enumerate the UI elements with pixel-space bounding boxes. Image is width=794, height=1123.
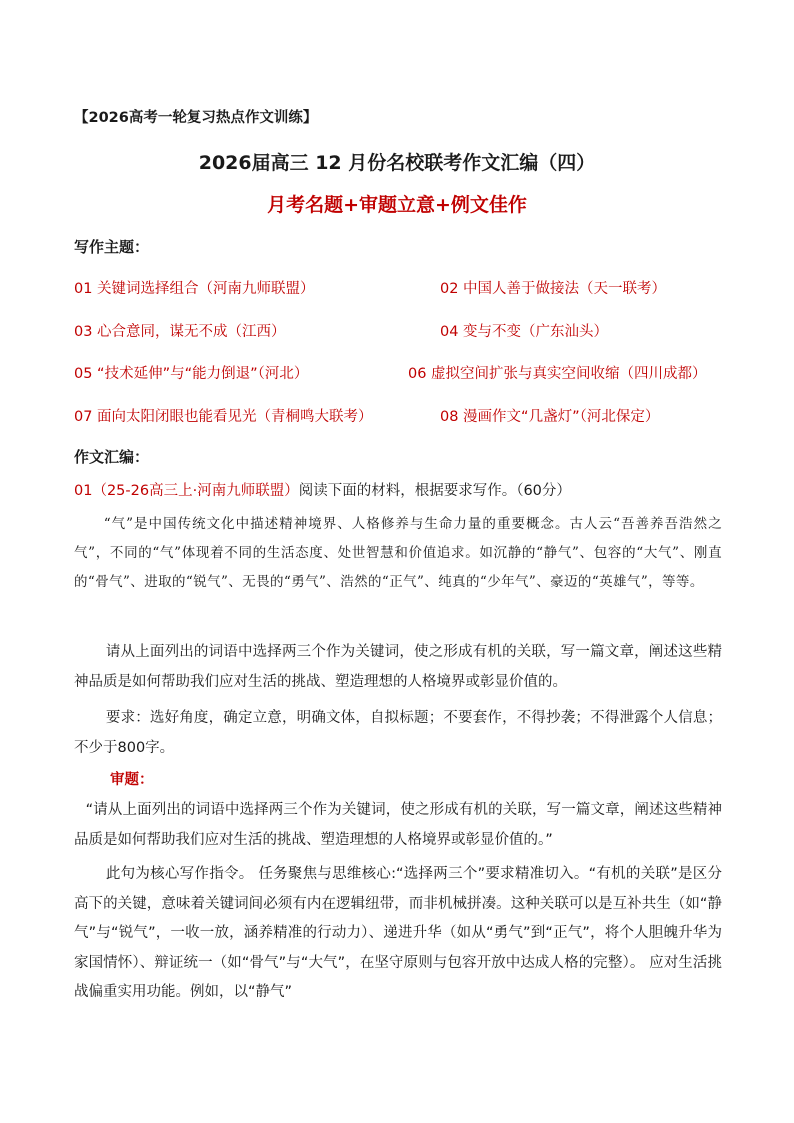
essays-heading: 作文汇编：: [74, 448, 150, 466]
item-instruction: 阅读下面的材料，根据要求写作。（60分）: [298, 483, 571, 499]
requirements-text: 要求：选好角度，确定立意，明确文体，自拟标题；不要套作，不得抄袭；不得泄露个人信息；不少于800字。: [74, 710, 722, 756]
topic-item: 06 虚拟空间扩张与真实空间收缩（四川成都）: [408, 366, 707, 382]
review-analysis: 此句为核心写作指令。 任务聚焦与思维核心:“选择两三个”要求精准切入。“有机的关联”是区分高下的关键，意味着关键词间必须有内在逻辑纽带，而非机械拼凑。这种关联可以是互补共生（如“静气”与“锐气”，一收一放，涵养精准的行动力）、递进升华（如从“勇气”到“正气”，将个人胆魄升华为家国情怀）、辩证统一（如“骨气”与“大气”，在坚守原则与包容开放中达成人格的完整）。 应对生活挑战偏重实用功能。例如，以“静气”: [74, 866, 722, 1000]
series-tag: 【2026高考一轮复习热点作文训练】: [74, 110, 318, 126]
review-label: 审题：: [110, 772, 154, 788]
topic-item: 08 漫画作文“几盏灯”（河北保定）: [440, 409, 660, 425]
review-quote: “请从上面列出的词语中选择两三个作为关键词，使之形成有机的关联，写一篇文章，阐述这些精神品质是如何帮助我们应对生活的挑战、塑造理想的人格境界或彰显价值的。”: [74, 802, 722, 848]
topics-heading: 写作主题：: [74, 238, 150, 256]
item-source: 01（25-26高三上·河南九师联盟）: [74, 483, 299, 499]
item-intro: [74, 476, 571, 506]
page-subtitle: 月考名题+审题立意+例文佳作: [267, 194, 527, 216]
topic-item: 05 “技术延伸”与“能力倒退”（河北）: [74, 366, 309, 382]
topic-item: 02 中国人善于做接法（天一联考）: [440, 281, 667, 297]
topic-item: 04 变与不变（广东汕头）: [440, 324, 609, 340]
topic-item: 01 关键词选择组合（河南九师联盟）: [74, 281, 315, 297]
task-text: 请从上面列出的词语中选择两三个作为关键词，使之形成有机的关联，写一篇文章，阐述这些精神品质是如何帮助我们应对生活的挑战、塑造理想的人格境界或彰显价值的。: [74, 644, 722, 690]
material-text: “气”是中国传统文化中描述精神境界、人格修养与生命力量的重要概念。古人云“吾善养吾浩然之气”，不同的“气”体现着不同的生活态度、处世智慧和价值追求。如沉静的“静气”、包容的“大气”、刚直的“骨气”、进取的“锐气”、无畏的“勇气”、浩然的“正气”、纯真的“少年气”、豪迈的“英雄气”，等等。: [74, 516, 722, 590]
topic-item: 07 面向太阳闭眼也能看见光（青桐鸣大联考）: [74, 409, 373, 425]
topic-item: 03 心合意同，谋无不成（江西）: [74, 324, 286, 340]
page-title: 2026届高三 12 月份名校联考作文汇编（四）: [198, 152, 596, 174]
